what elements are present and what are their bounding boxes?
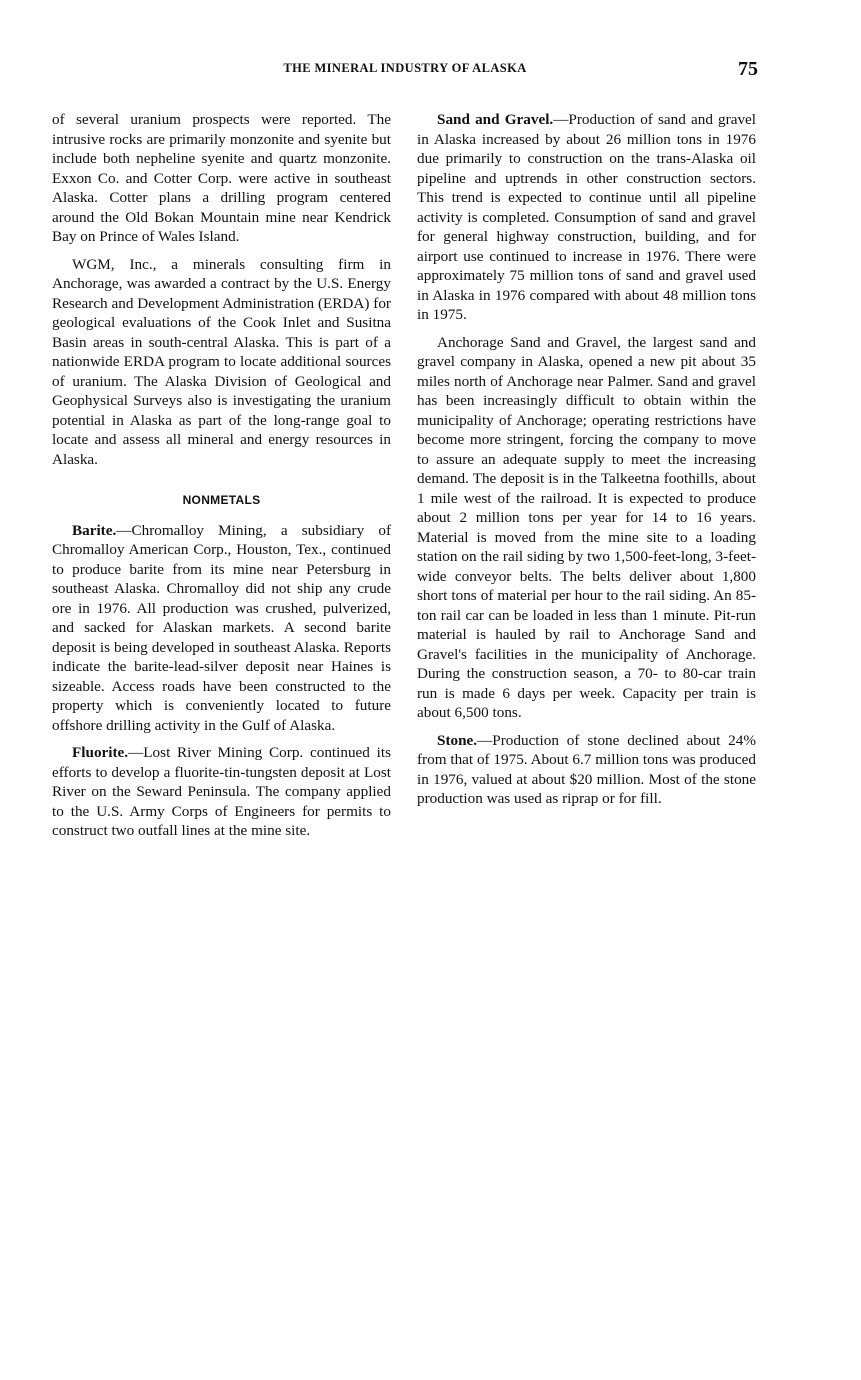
- run-in-head-fluorite: Fluorite.: [72, 744, 129, 761]
- barite-text: —Chromalloy Mining, a subsidiary of Chromalloy American Corp., Houston, Tex., continued to produce barite from its mine near Petersburg in southeast Alaska. Chromalloy did not ship any crude ore in 1976. All production was crushed, pulverized, and sacked for Alaskan markets. A second barite deposit is being developed in southeast Alaska. Reports indicate the barite-lead-silver deposit near Haines is sizeable. Access roads have been constructed to the property which is conveniently located to future offshore drilling activity in the Gulf of Alaska.: [52, 521, 391, 734]
- fluorite-text: —Lost River Mining Corp. continued its efforts to develop a fluorite-tin-tungsten deposit at Lost River on the Seward Peninsula. The company applied to the U.S. Army Corps of Engineers for permits to construct two outfall lines at the mine site.: [52, 744, 391, 839]
- run-in-head-sand-gravel: Sand and Gravel.: [437, 111, 554, 128]
- paragraph-fluorite: [52, 743, 391, 841]
- sand-gravel-text: —Production of sand and gravel in Alaska increased by about 26 million tons in 1976 due primarily to construction on the trans-Alaska oil pipeline and uptrends in other construction sectors. This trend is expected to continue until all pipeline activity is completed. Consumption of sand and gravel for general highway construction, building, and for airport use continued to increase in 1976. There were approximately 75 million tons of sand and gravel used in Alaska in 1976 compared with about 48 million tons in 1975.: [417, 111, 756, 323]
- stone-text: —Production of stone declined about 24% from that of 1975. About 6.7 million tons was produced in 1976, valued at about $20 million. Most of the stone production was used as riprap or for fill.: [417, 731, 756, 807]
- paragraph-sand-gravel: [417, 110, 756, 325]
- paragraph-stone: [417, 731, 756, 809]
- page-number: 75: [738, 58, 758, 80]
- section-heading-nonmetals: NONMETALS: [182, 493, 261, 507]
- paragraph-uranium-prospects: of several uranium prospects were reported. The intrusive rocks are primarily monzonite and syenite but include both nepheline syenite and quartz monzonite. Exxon Co. and Cotter Corp. were active in southeast Alaska. Cotter plans a drilling program centered around the Old Bokan Mountain mine near Kendrick Bay on Prince of Wales Island.: [52, 111, 391, 245]
- running-header-title: THE MINERAL INDUSTRY OF ALASKA: [283, 61, 527, 75]
- paragraph-wgm-erda: WGM, Inc., a minerals consulting firm in Anchorage, was awarded a contract by the U.S. Energy Research and Development Administration (ERDA) for geological evaluations of the Cook Inlet and Susitna Basin areas in south-central Alaska. This is part of a nationwide ERDA program to locate additional sources of uranium. The Alaska Division of Geological and Geophysical Surveys also is investigating the uranium potential in Alaska as part of the long-range goal to locate and assess all mineral and energy resources in Alaska.: [52, 255, 391, 468]
- run-in-head-barite: Barite.: [72, 521, 117, 539]
- left-column: [52, 110, 391, 849]
- paragraph-barite: [52, 521, 391, 736]
- run-in-head-stone: Stone.: [437, 731, 478, 749]
- right-column: [417, 110, 756, 817]
- paragraph-anchorage-sand-gravel: Anchorage Sand and Gravel, the largest sand and gravel company in Alaska, opened a new pit about 35 miles north of Anchorage near Palmer. Sand and gravel has been increasingly difficult to obtain within the municipality of Anchorage; operating restrictions have become more stringent, forcing the company to move to assure an adequate supply to meet the increasing demand. The deposit is in the Talkeetna foothills, about 1 mile west of the railroad. It is expected to produce about 2 million tons per year for 14 to 16 years. Material is moved from the mine site to a loading station on the rail siding by two 1,500-feet-long, 3-feet-wide conveyor belts. The belts deliver about 1,800 short tons of material per hour to the rail siding. An 85-ton rail car can be loaded in less than 1 minute. Pit-run material is hauled by rail to Anchorage Sand and Gravel's facilities in the municipality of Anchorage. During the construction season, a 70- to 80-car train run is made 6 days per week. Capacity per train is about 6,500 tons.: [417, 333, 756, 721]
